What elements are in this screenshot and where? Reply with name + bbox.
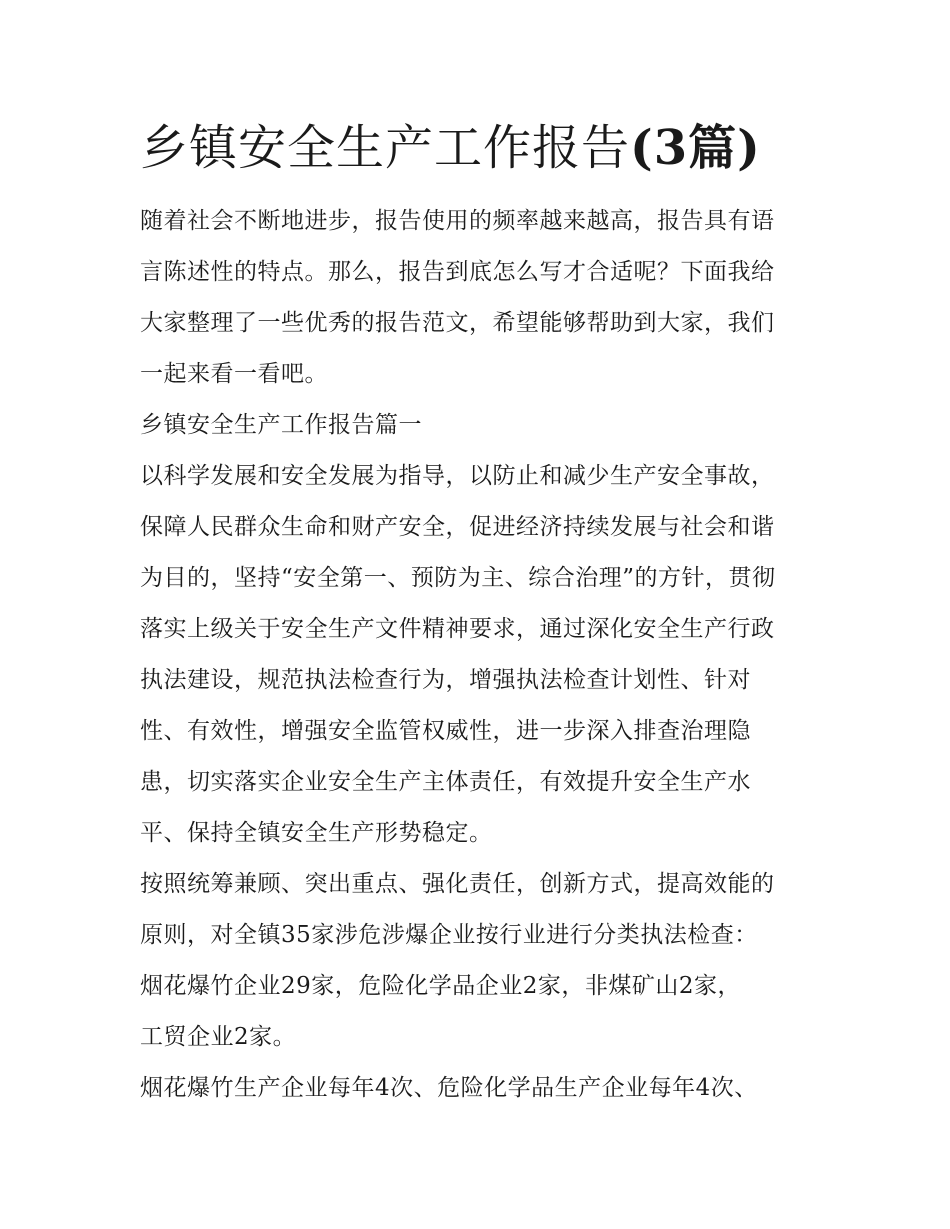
text-line: 落实上级关于安全生产文件精神要求，通过深化安全生产行政 <box>140 616 775 642</box>
text-line: 原则，对全镇35家涉危涉爆企业按行业进行分类执法检查： <box>140 922 758 948</box>
document-title <box>140 112 812 184</box>
paragraph-inspection-scope <box>140 859 812 1063</box>
title-suffix: (3篇) <box>630 120 761 176</box>
text-line: 大家整理了一些优秀的报告范文，希望能够帮助到大家，我们 <box>140 310 775 336</box>
text-line: 工贸企业2家。 <box>140 1024 297 1050</box>
text-line: 言陈述性的特点。那么，报告到底怎么写才合适呢？下面我给 <box>140 259 775 285</box>
title-main: 乡镇安全生产工作报告 <box>140 120 631 176</box>
text-line: 为目的，坚持“安全第一、预防为主、综合治理”的方针，贯彻 <box>140 565 776 591</box>
document-page <box>140 112 812 1114</box>
text-line: 保障人民群众生命和财产安全，促进经济持续发展与社会和谐 <box>140 514 775 540</box>
text-line: 随着社会不断地进步，报告使用的频率越来越高，报告具有语 <box>140 208 775 234</box>
paragraph-inspection-frequency <box>140 1063 812 1114</box>
text-line: 烟花爆竹生产企业每年4次、危险化学品生产企业每年4次、 <box>140 1075 758 1101</box>
paragraph-intro <box>140 196 812 400</box>
text-line: 一起来看一看吧。 <box>140 361 328 387</box>
text-line: 乡镇安全生产工作报告篇一 <box>140 412 422 438</box>
text-line: 性、有效性，增强安全监管权威性，进一步深入排查治理隐 <box>140 718 751 744</box>
text-line: 以科学发展和安全发展为指导，以防止和减少生产安全事故， <box>140 463 775 489</box>
text-line: 平、保持全镇安全生产形势稳定。 <box>140 820 493 846</box>
text-line: 执法建设，规范执法检查行为，增强执法检查计划性、针对 <box>140 667 751 693</box>
paragraph-guiding-principle <box>140 451 812 859</box>
section-heading <box>140 400 812 451</box>
text-line: 烟花爆竹企业29家，危险化学品企业2家，非煤矿山2家， <box>140 973 742 999</box>
text-line: 按照统筹兼顾、突出重点、强化责任，创新方式，提高效能的 <box>140 871 775 897</box>
text-line: 患，切实落实企业安全生产主体责任，有效提升安全生产水 <box>140 769 751 795</box>
